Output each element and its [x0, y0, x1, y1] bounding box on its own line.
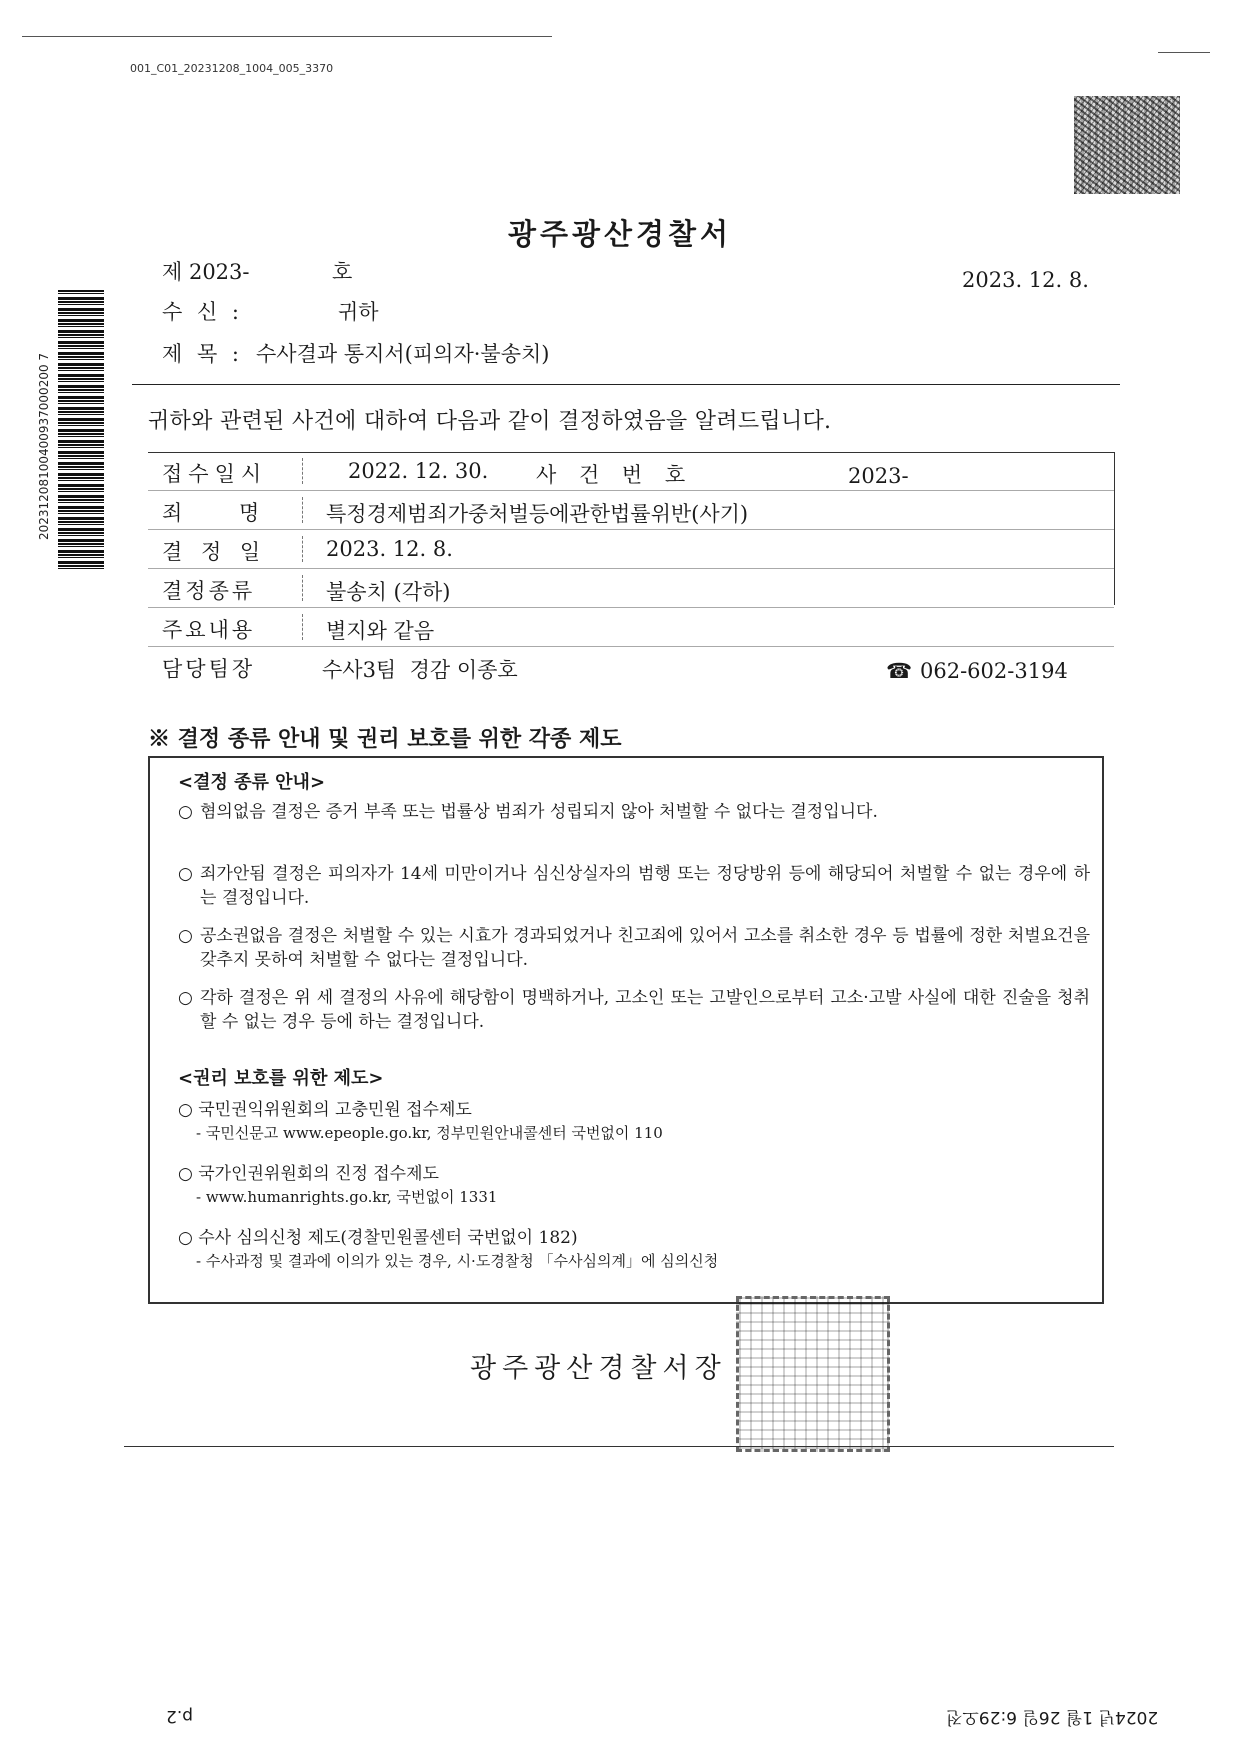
case-info-table — [148, 452, 1114, 685]
recipient-label: 수 신 : — [162, 300, 243, 324]
intro-text: 귀하와 관련된 사건에 대하여 다음과 같이 결정하였음을 알려드립니다. — [148, 409, 832, 434]
decision-type-label: 결정종류 — [162, 579, 256, 603]
rights-item-title: ○ 국민권익위원회의 고충민원 접수제도 — [178, 1100, 472, 1120]
notice-title: ※ 결정 종류 안내 및 권리 보호를 위한 각종 제도 — [148, 726, 622, 752]
barcode-icon — [58, 290, 104, 572]
main-content-value: 별지와 같음 — [326, 619, 435, 643]
rights-guide-title: <권리 보호를 위한 제도> — [178, 1068, 384, 1089]
phone-number: 062-602-3194 — [920, 659, 1068, 683]
column-separator — [302, 458, 303, 484]
footer-divider — [124, 1446, 1114, 1447]
agency-title: 광주광산경찰서 — [507, 217, 733, 251]
row-decision-type — [148, 569, 1114, 608]
page-number: p.2 — [166, 1706, 194, 1726]
top-rule — [22, 36, 552, 37]
subject-label: 제 목 : — [162, 342, 243, 366]
guide-box — [148, 756, 1104, 1304]
column-separator — [302, 536, 303, 562]
received-value: 2022. 12. 30. — [348, 459, 489, 483]
bullet-icon: ○ — [178, 802, 193, 822]
decision-date-label: 결 정 일 — [162, 540, 267, 564]
qr-code-icon — [1074, 96, 1180, 194]
top-rule-right — [1158, 52, 1210, 53]
rights-item — [178, 1162, 1090, 1208]
rights-item-detail: - 수사과정 및 결과에 이의가 있는 경우, 시·도경찰청 「수사심의계」에 심의신청 — [196, 1252, 719, 1270]
rights-item-detail: - 국민신문고 www.epeople.go.kr, 정부민원안내콜센터 국번없이 110 — [196, 1124, 663, 1142]
guide-item — [178, 986, 1090, 1034]
barcode-number: 20231208100400937000200 7 — [37, 352, 51, 540]
rights-item-detail: - www.humanrights.go.kr, 국번없이 1331 — [196, 1188, 498, 1206]
guide-item — [178, 862, 1090, 910]
row-decision-date — [148, 530, 1114, 569]
bullet-icon: ○ — [178, 926, 193, 946]
subject-value: 수사결과 통지서(피의자·불송치) — [256, 342, 550, 366]
guide-item-text: 죄가안됨 결정은 피의자가 14세 미만이거나 심신상실자의 범행 또는 정당방위 등에 해당되어 처벌할 수 없는 경우에 하는 결정입니다. — [200, 864, 1090, 908]
doc-number-label: 제 2023- — [162, 260, 250, 284]
recipient-value: 귀하 — [338, 300, 379, 324]
official-seal-icon — [736, 1296, 890, 1452]
row-crime — [148, 491, 1114, 530]
received-label: 접수일시 — [162, 462, 268, 486]
team-leader-label: 담당팀장 — [162, 657, 256, 681]
rights-item-title: ○ 수사 심의신청 제도(경찰민원콜센터 국번없이 182) — [178, 1228, 578, 1248]
guide-item — [178, 924, 1090, 972]
crime-value: 특정경제범죄가중처벌등에관한법률위반(사기) — [326, 502, 749, 526]
column-separator — [302, 497, 303, 523]
doc-number-suffix: 호 — [332, 260, 353, 284]
decision-guide-title: <결정 종류 안내> — [178, 772, 326, 793]
rights-item — [178, 1098, 1090, 1144]
main-content-label: 주요내용 — [162, 618, 256, 642]
file-id: 001_C01_20231208_1004_005_3370 — [130, 62, 334, 75]
row-received — [148, 452, 1114, 491]
bullet-icon: ○ — [178, 864, 193, 884]
crime-label: 죄 명 — [162, 501, 266, 525]
police-chief-signature: 광주광산경찰서장 — [470, 1353, 727, 1384]
rights-item — [178, 1226, 1090, 1272]
guide-item-text: 각하 결정은 위 세 결정의 사유에 해당함이 명백하거나, 고소인 또는 고발인으로부터 고소·고발 사실에 대한 진술을 청취할 수 없는 경우 등에 하는 결정입니다. — [200, 988, 1090, 1032]
case-number-value: 2023- — [848, 464, 909, 488]
document-date: 2023. 12. 8. — [962, 268, 1089, 292]
column-separator — [302, 575, 303, 601]
rights-item-title: ○ 국가인권위원회의 진정 접수제도 — [178, 1164, 439, 1184]
phone-icon: ☎ — [886, 659, 913, 683]
bullet-icon: ○ — [178, 988, 193, 1008]
guide-item-text: 공소권없음 결정은 처벌할 수 있는 시효가 경과되었거나 친고죄에 있어서 고소를 취소한 경우 등 법률에 정한 처벌요건을 갖추지 못하여 처벌할 수 없다는 결정입니다. — [200, 926, 1090, 970]
guide-item — [178, 800, 1090, 824]
team-leader-value: 수사3팀 경감 이종호 — [322, 658, 518, 682]
row-team-leader — [148, 647, 1114, 685]
case-number-label: 사 건 번 호 — [536, 463, 694, 487]
guide-item-text: 혐의없음 결정은 증거 부족 또는 법률상 범죄가 성립되지 않아 처벌할 수 없다는 결정입니다. — [200, 802, 878, 822]
header-divider — [132, 384, 1120, 385]
row-main-content — [148, 608, 1114, 647]
decision-type-value: 불송치 (각하) — [326, 580, 451, 604]
column-separator — [302, 614, 303, 640]
decision-date-value: 2023. 12. 8. — [326, 537, 453, 561]
fax-timestamp: 2024년 1월 26일 6:29오전 — [946, 1707, 1159, 1727]
